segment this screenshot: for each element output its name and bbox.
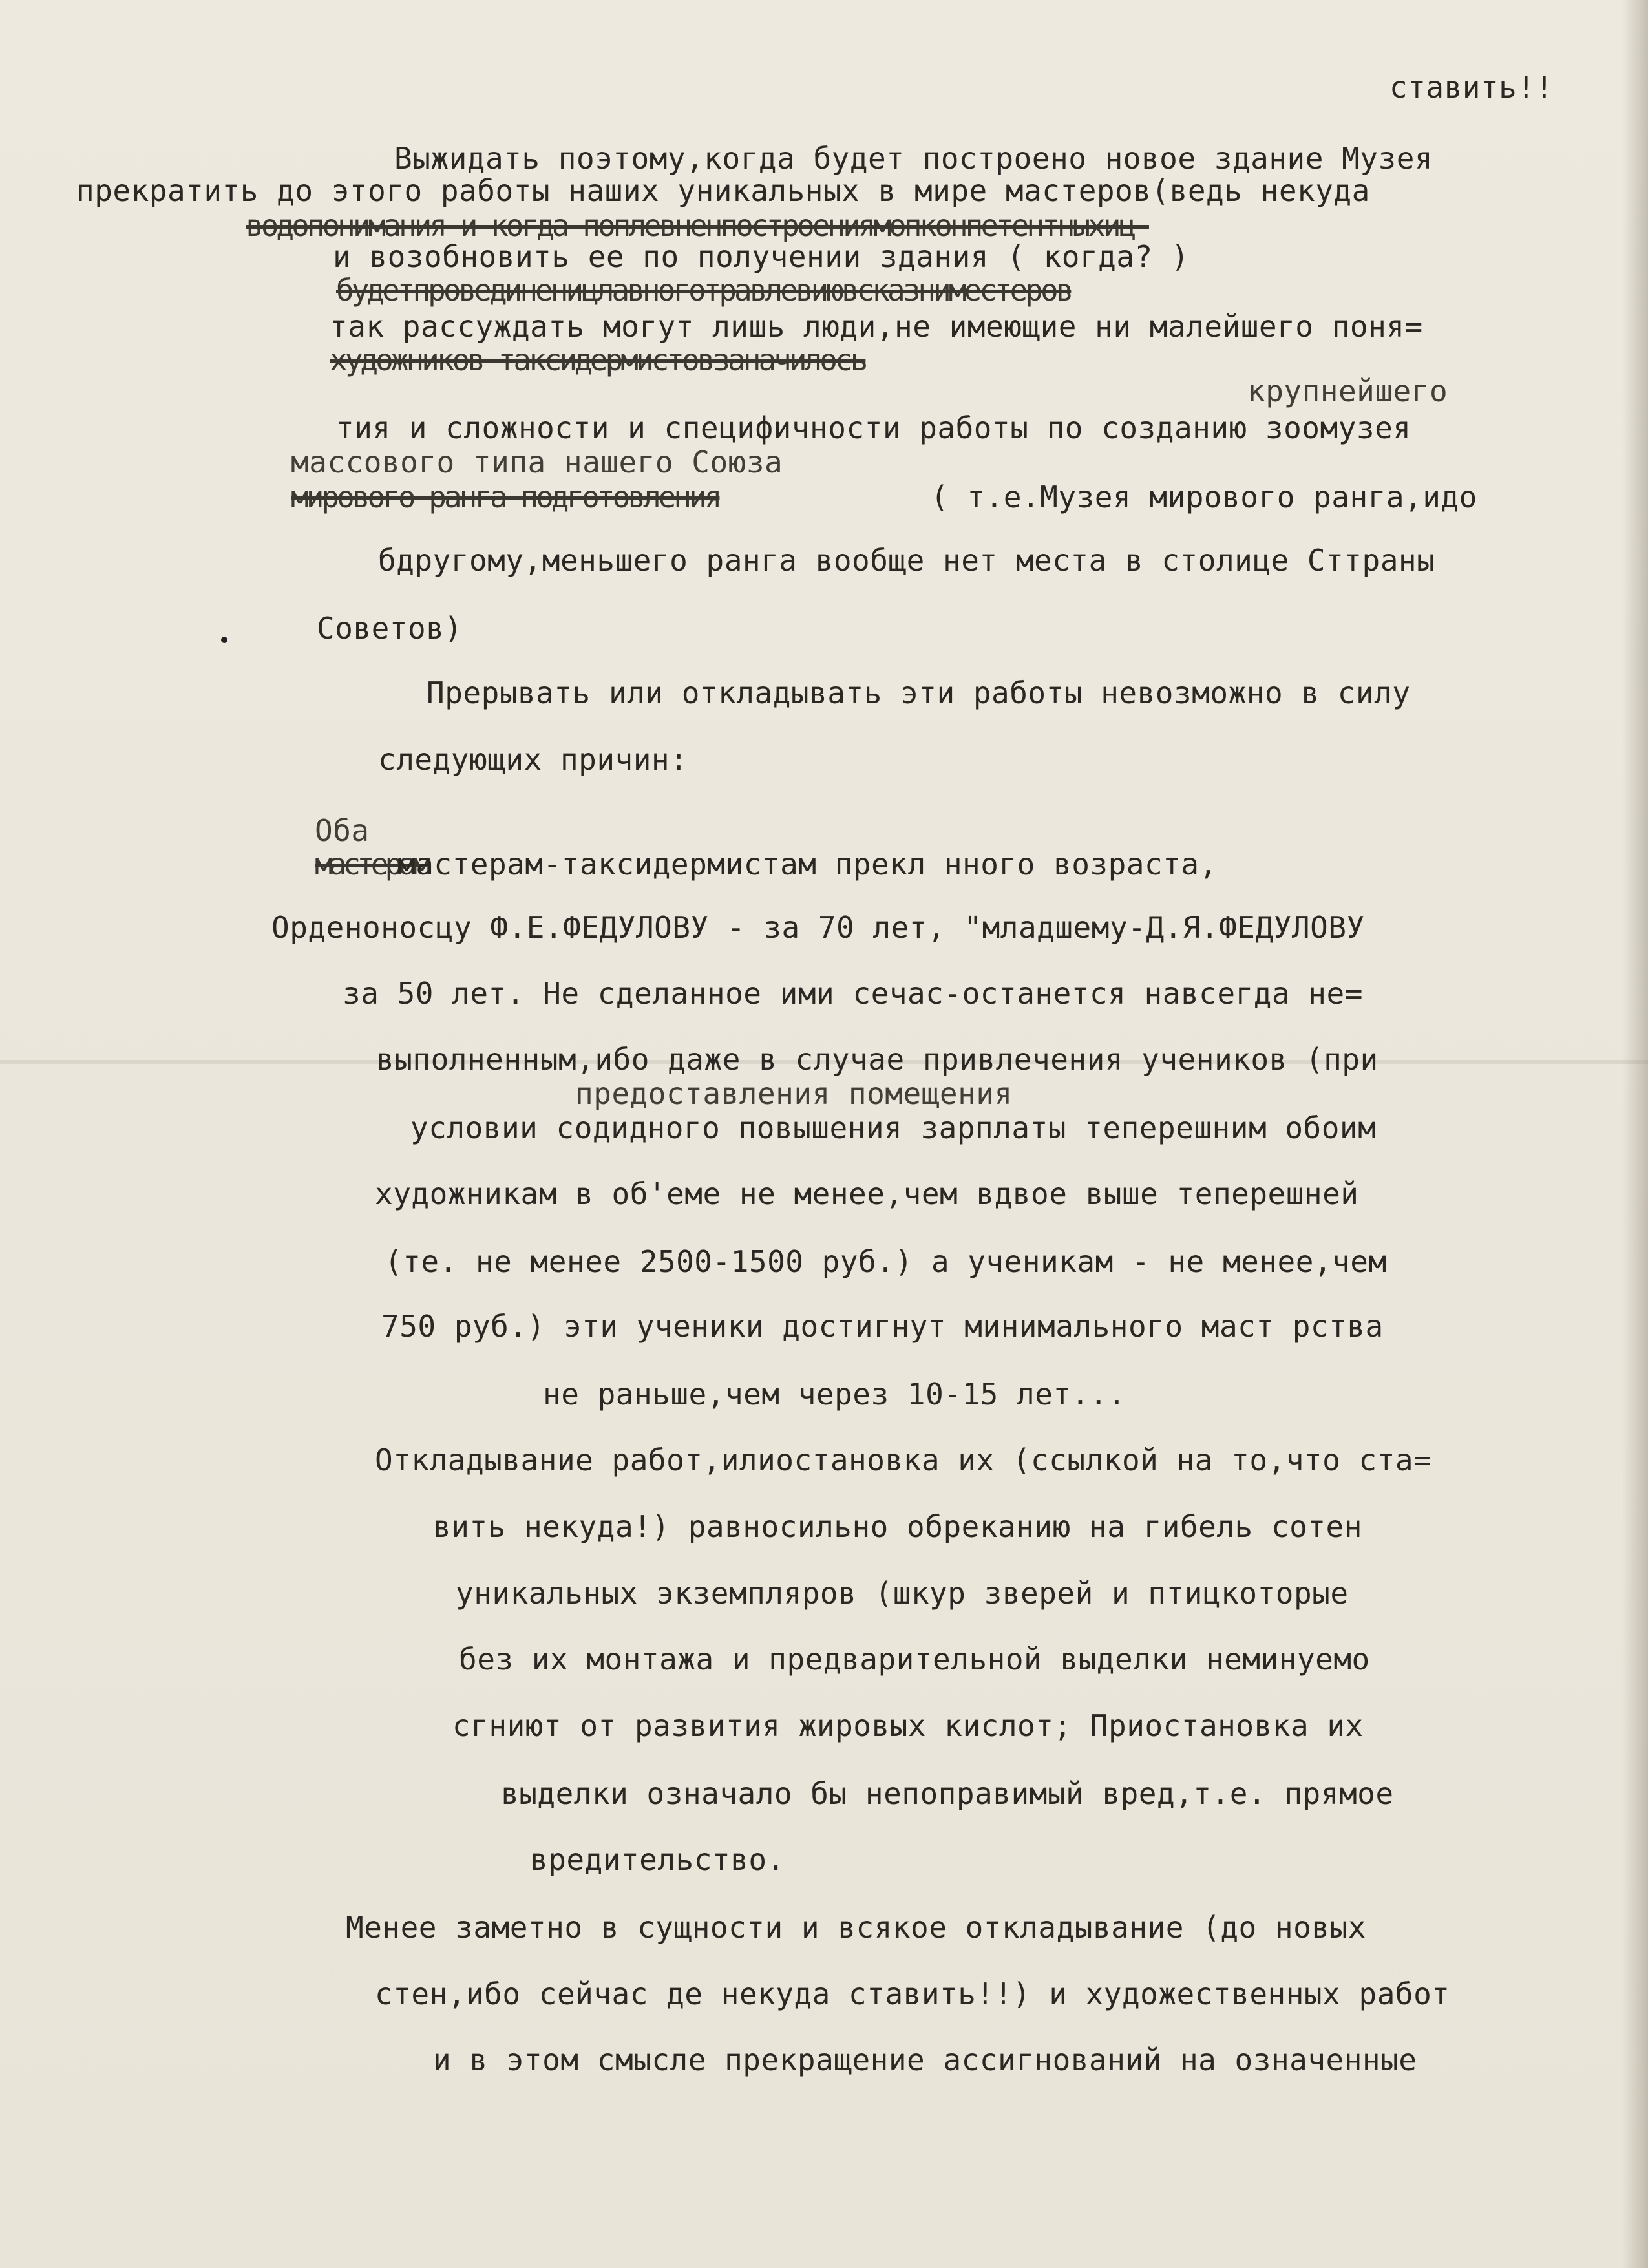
text-line: выполненным,ибо даже в случае привлечения учеников (при	[376, 1042, 1379, 1077]
text-line: уникальных экземпляров (шкур зверей и птицкоторые	[456, 1576, 1349, 1611]
text-line: предоставления помещения	[575, 1076, 1013, 1111]
text-line: вредительство.	[530, 1842, 785, 1877]
struck-text: будетпровединеницлавноготравлевиювсказниместеров	[336, 273, 1072, 308]
text-line: выделки означало бы непоправимый вред,т.е. прямое	[501, 1776, 1394, 1811]
page-edge-shadow	[1622, 0, 1648, 2268]
text-line: тия и сложности и специфичности работы по созданию зоомузея	[336, 410, 1411, 445]
text-line: сгниют от развития жировых кислот; Приостановка их	[452, 1708, 1364, 1743]
text-line: массового типа нашего Союза	[291, 445, 783, 480]
text-line: Откладывание работ,илиостановка их (ссылкой на то,что ста=	[375, 1443, 1432, 1478]
text-line: Менее заметно в сущности и всякое откладывание (до новых	[346, 1910, 1366, 1945]
text-line: (те. не менее 2500-1500 руб.) а ученикам - не менее,чем	[385, 1244, 1387, 1279]
ink-dot	[221, 637, 227, 643]
text-line: Прерывать или откладывать эти работы невозможно в силу	[427, 675, 1411, 710]
text-line: 750 руб.) эти ученики достигнут минимального маст рства	[381, 1309, 1384, 1344]
text-line: за 50 лет. Не сделанное ими сечас-останется навсегда не=	[343, 976, 1363, 1011]
text-line: Орденоносцу Ф.Е.ФЕДУЛОВУ - за 70 лет, "младшему-Д.Я.ФЕДУЛОВУ	[271, 910, 1365, 945]
text-line: Советов)	[317, 611, 463, 646]
text-line: условии содидного повышения зарплаты теперешним обоим	[410, 1110, 1377, 1145]
text-line: бдругому,меньшего ранга вообще нет места в столице Сттраны	[378, 543, 1435, 578]
struck-text: водопонимания и когда поплевненпостроениямопконпетентныхиц-	[246, 208, 1149, 243]
text-line: Выжидать поэтому,когда будет построено новое здание Музея	[394, 141, 1433, 176]
text-line: прекратить до этого работы наших уникальных в мире мастеров(ведь некуда	[76, 173, 1370, 208]
text-line: ( т.е.Музея мирового ранга,идо	[931, 480, 1477, 514]
text-line: вить некуда!) равносильно обреканию на гибель сотен	[433, 1509, 1362, 1544]
text-line: не раньше,чем через 10-15 лет...	[543, 1377, 1126, 1412]
text-line: стен,ибо сейчас де некуда ставить!!) и художественных работ	[375, 1977, 1450, 2011]
text-line: и возобновить ее по получении здания ( когда? )	[333, 239, 1190, 274]
struck-text: мирового ранга подготовления	[291, 480, 720, 514]
struck-text: мастерам	[315, 847, 427, 882]
text-line: и в этом смысле прекращение ассигнований на означенные	[433, 2042, 1417, 2077]
text-line: без их монтажа и предварительной выделки неминуемо	[459, 1642, 1370, 1677]
text-line: крупнейшего	[1247, 374, 1448, 408]
text-line: следующих причин:	[378, 742, 688, 777]
text-line: так рассуждать могут лишь люди,не имеющие ни малейшего поня=	[330, 309, 1423, 344]
text-line: ставить!!	[1389, 70, 1554, 105]
struck-text: художников-таксидермистовзаначилось	[330, 343, 866, 377]
text-line: художникам в об'еме не менее,чем вдвое выше теперешней	[375, 1176, 1359, 1211]
text-line: мастерам-таксидермистам прекл нного возраста,	[397, 847, 1218, 882]
text-line: Оба	[315, 813, 370, 848]
